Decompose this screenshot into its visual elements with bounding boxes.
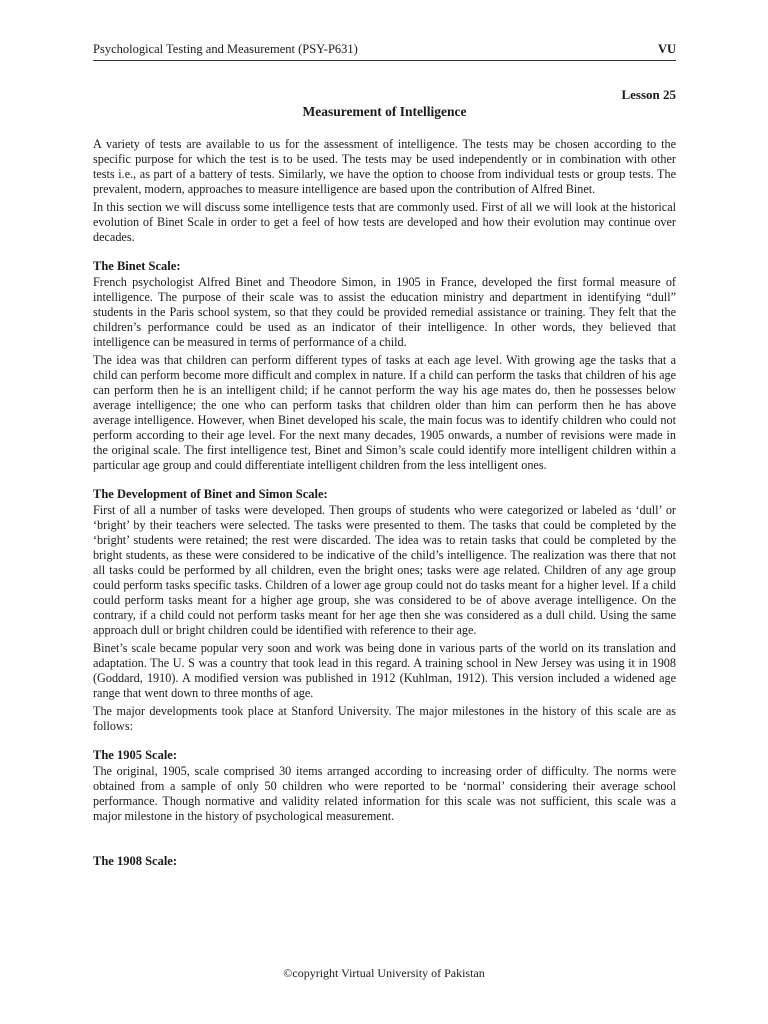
section-heading-development: The Development of Binet and Simon Scale: bbox=[93, 487, 328, 501]
development-paragraph: Binet’s scale became popular very soon and work was being done in various parts of the world on its translation and adaptation. The U. S was a country that took lead in this regard. A training school in New Jersey was using it in 1908 (Goddard, 1910). A modified version was published in 1912 (Kuhlman, 1912). This version included a widened age range that went down to three months of age. bbox=[93, 641, 676, 700]
document-body bbox=[93, 87, 676, 870]
institution-label: VU bbox=[657, 42, 676, 56]
course-title: Psychological Testing and Measurement (PSY-P631) bbox=[93, 42, 358, 56]
page-header bbox=[93, 42, 676, 61]
section-heading-binet-scale: The Binet Scale: bbox=[93, 259, 181, 273]
scale-1905-paragraph: The original, 1905, scale comprised 30 items arranged according to increasing order of difficulty. The norms were obtained from a sample of only 50 children who were reported to be ‘normal’ considering their average school performance. Though normative and validity related information for this scale was not sufficient, this scale was a major milestone in the history of psychological measurement. bbox=[93, 764, 676, 823]
development-paragraph: The major developments took place at Stanford University. The major milestones in the history of this scale are as follows: bbox=[93, 704, 676, 733]
lesson-number: Lesson 25 bbox=[621, 87, 676, 102]
page-title: Measurement of Intelligence bbox=[302, 104, 467, 119]
binet-paragraph: French psychologist Alfred Binet and Theodore Simon, in 1905 in France, developed the first formal measure of intelligence. The purpose of their scale was to assist the education ministry and department in identifying “dull” students in the Paris school system, so that they could be provided remedial assistance or training. They felt that the children’s performance could be used as an indicator of their intelligence. In other words, they believed that intelligence can be measured in terms of performance of a child. bbox=[93, 275, 676, 349]
section-heading-1908-scale: The 1908 Scale: bbox=[93, 854, 178, 868]
intro-paragraph: A variety of tests are available to us for the assessment of intelligence. The tests may be chosen according to the specific purpose for which the test is to be used. The tests may be used independently or in combination with other tests i.e., as part of a battery of tests. Similarly, we have the option to choose from individual tests or group tests. The prevalent, modern, approaches to measure intelligence are based upon the contribution of Alfred Binet. bbox=[93, 137, 676, 196]
intro-paragraph: In this section we will discuss some intelligence tests that are commonly used. First of all we will look at the historical evolution of Binet Scale in order to get a feel of how tests are developed and how their evolution may continue over decades. bbox=[93, 200, 676, 244]
copyright-footer: ©copyright Virtual University of Pakistan bbox=[283, 966, 485, 980]
binet-paragraph: The idea was that children can perform different types of tasks at each age level. With growing age the tasks that a child can perform become more difficult and complex in nature. If a child can perform the tasks that children of his age can perform then he is an intelligent child; if he cannot perform the way his age mates do, then he possesses below average intelligence; the one who can perform tasks that children older than him can perform then he has above average intelligence. However, when Binet developed his scale, the main focus was to identify children who could not perform according to their age level. For the next many decades, 1905 onwards, a number of revisions were made in the original scale. The first intelligence test, Binet and Simon’s scale could identify more intelligent children within a particular age group and could differentiate intelligent children from the less intelligent ones. bbox=[93, 353, 676, 472]
section-heading-1905-scale: The 1905 Scale: bbox=[93, 748, 178, 762]
development-paragraph: First of all a number of tasks were developed. Then groups of students who were categorized or labeled as ‘dull’ or ‘bright’ by their teachers were selected. The tasks were presented to them. The tasks that could be completed by the ‘bright’ students were retained; the rest were discarded. The idea was to retain tasks that could be completed by the bright students, as these were considered to be indicative of the child’s intelligence. The realization was there that not all tasks could be performed by all children, even the bright ones; tasks were age related. Children of any age group could perform tasks specific tasks. Children of a lower age group could not do tasks meant for a higher level. If a child could perform tasks meant for a higher age group, she was considered to be of above average intelligence. On the contrary, if a child could not perform tasks meant for her age then she was considered as a dull child. Using the same approach dull or bright children could be identified with reference to their age. bbox=[93, 503, 676, 637]
